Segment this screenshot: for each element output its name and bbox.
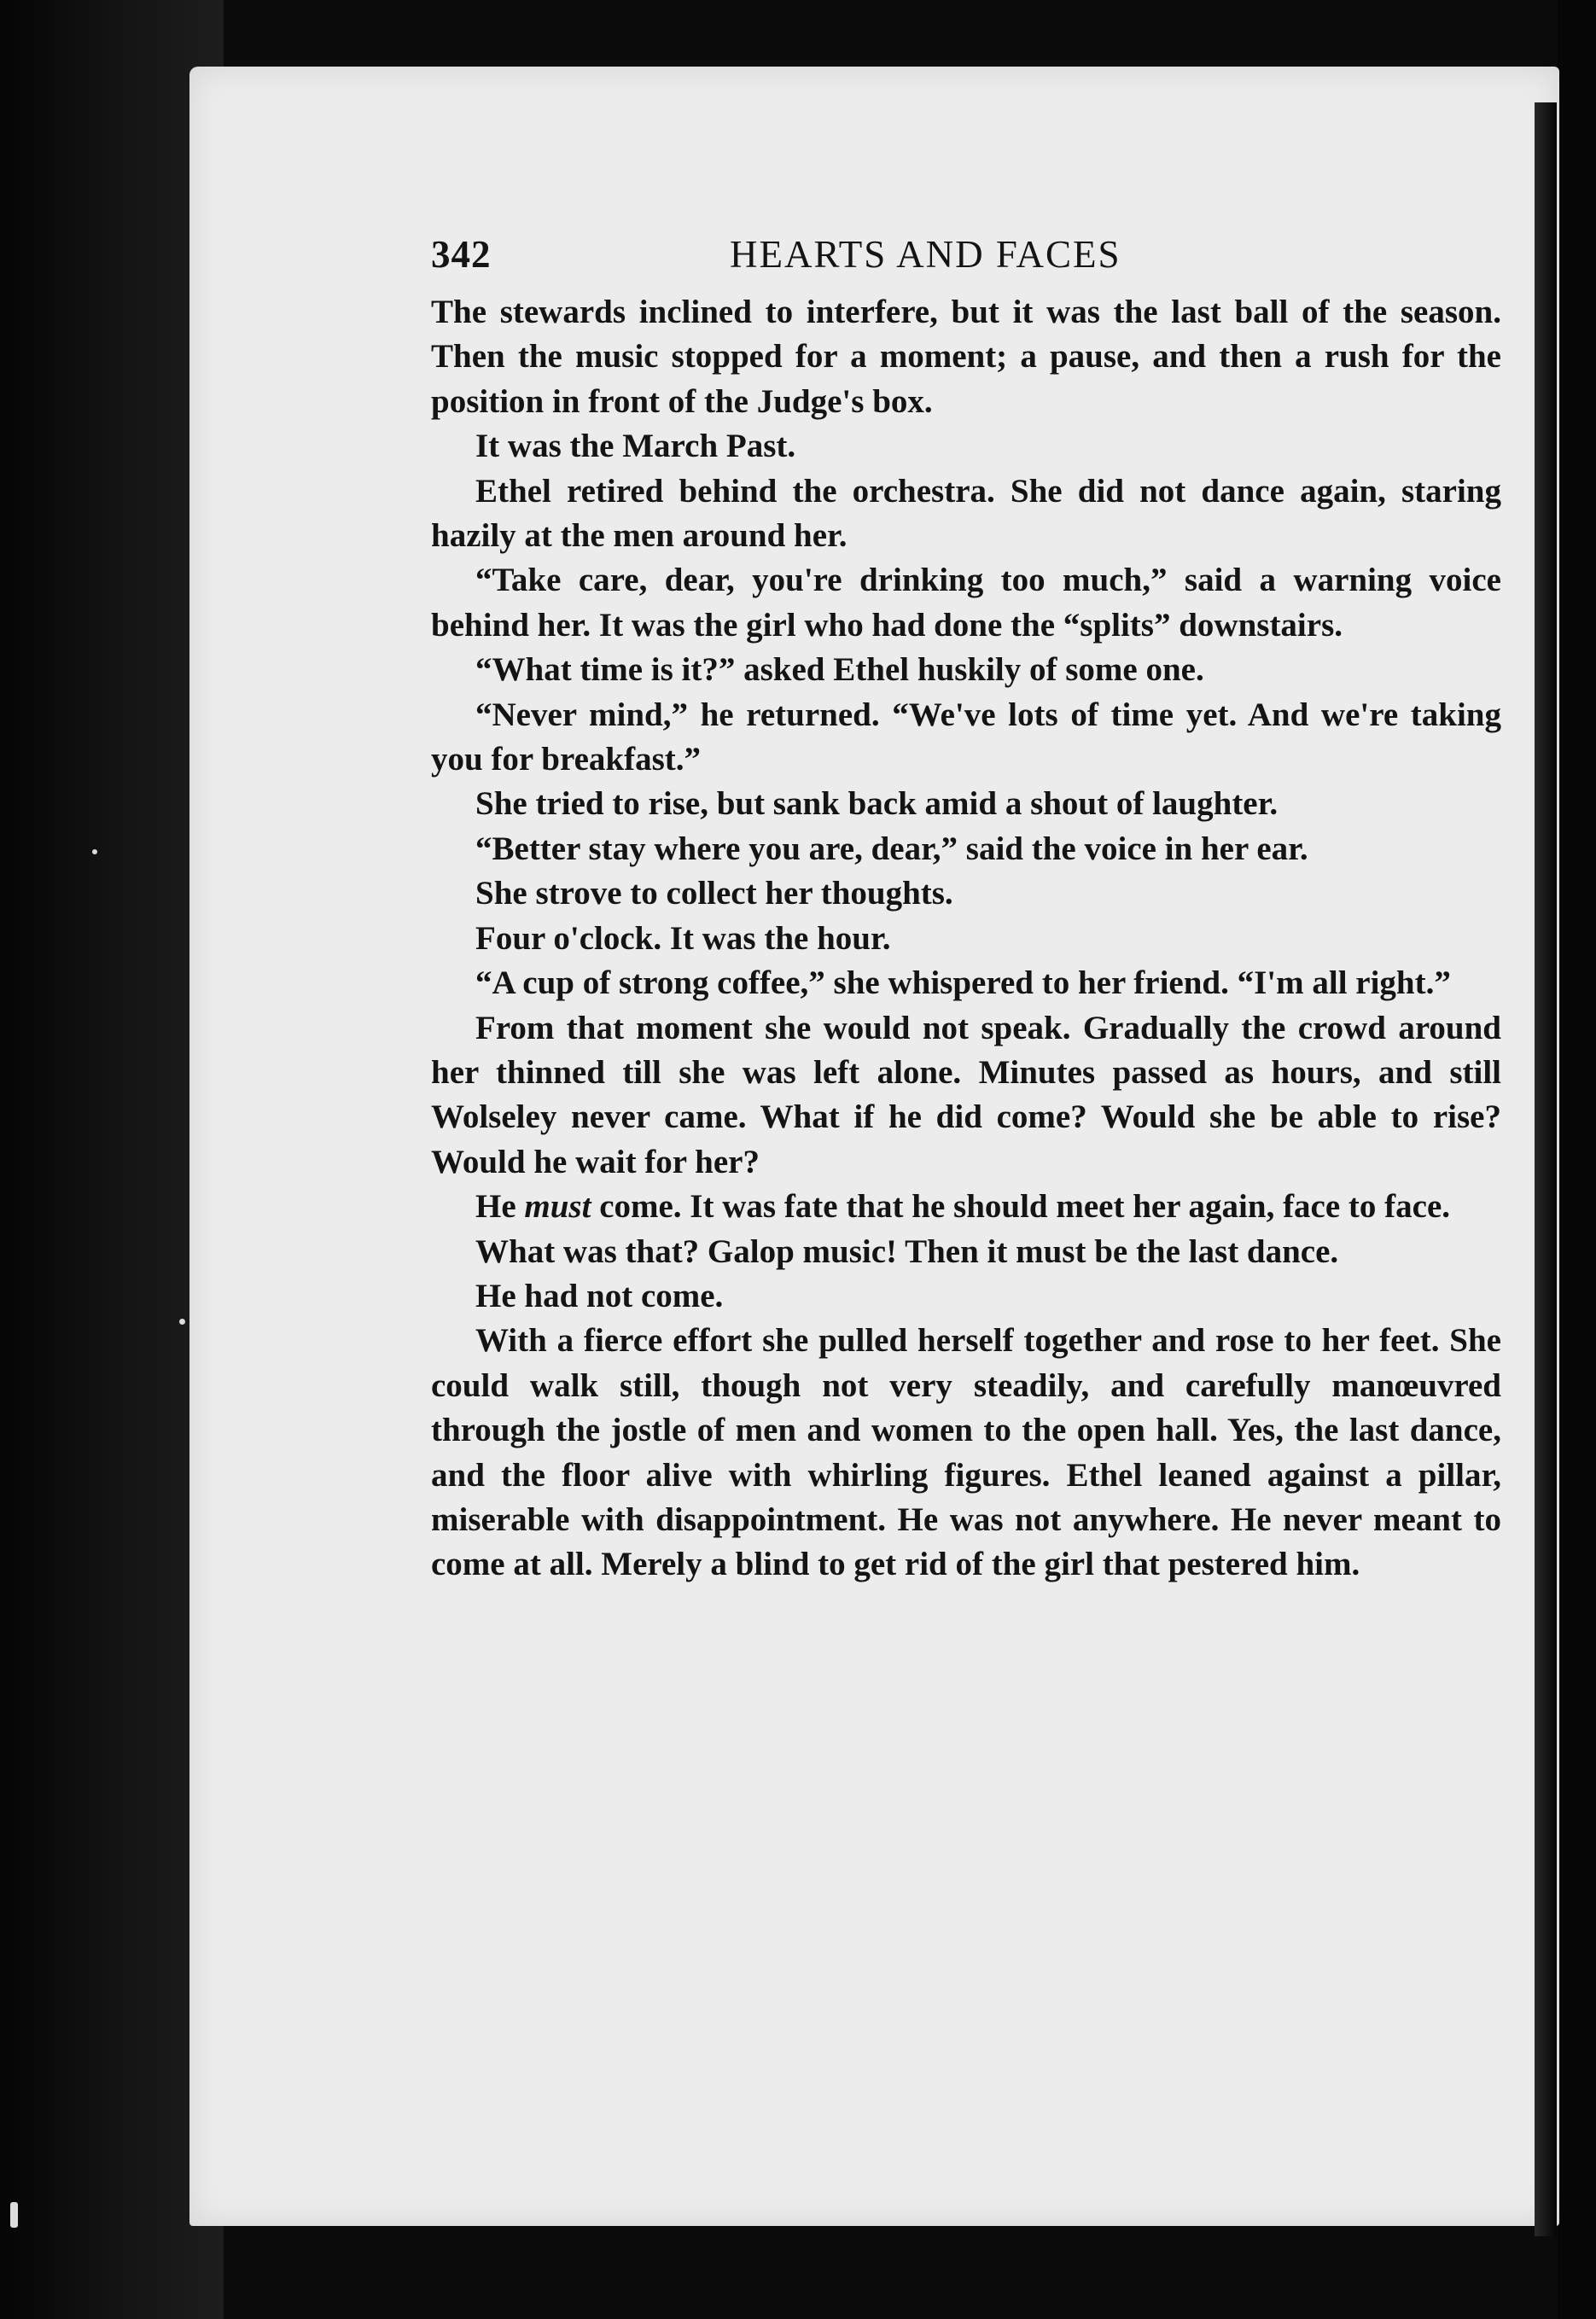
film-speck (179, 1319, 185, 1325)
paragraph: She tried to rise, but sank back amid a shout of laughter. (475, 785, 1279, 823)
paragraph: He had not come. (475, 1277, 724, 1314)
paragraph: It was the March Past. (475, 428, 796, 465)
paragraph: “A cup of strong coffee,” she whispered to her friend. “I'm all right.” (475, 964, 1451, 1002)
page-edge-shadow (1535, 102, 1557, 2236)
paragraph: She strove to collect her thoughts. (475, 875, 953, 912)
page-text (431, 225, 1501, 1588)
paragraph: “What time is it?” asked Ethel huskily of some one. (475, 651, 1204, 689)
text-run: He (475, 1188, 525, 1226)
paragraph: “Take care, dear, you're drinking too much,” said a warning voice behind her. It was the girl who had done the “splits” downstairs. (431, 562, 1501, 644)
paragraph: “Never mind,” he returned. “We've lots of time yet. And we're taking you for breakfast.” (431, 696, 1501, 778)
emphasis-word: must (524, 1188, 591, 1226)
film-speck (92, 849, 97, 854)
paragraph: “Better stay where you are, dear,” said the voice in her ear. (475, 830, 1308, 867)
text-run: come. It was fate that he should meet her again, face to face. (591, 1188, 1451, 1226)
page-number: 342 (431, 233, 492, 276)
paragraph: Ethel retired behind the orchestra. She did not dance again, staring hazily at the men around her. (431, 472, 1501, 555)
paragraph: The stewards inclined to interfere, but it was the last ball of the season. Then the music stopped for a moment; a pause, and then a rush for the position in front of the Judge's box. (431, 294, 1501, 420)
running-title: HEARTS AND FACES (730, 233, 1121, 276)
paragraph: With a fierce effort she pulled herself together and rose to her feet. She could walk still, though not very steadily, and carefully manœuvred through the jostle of men and women to the open hall. Yes, the last dance, and the floor alive with whirling figures. Ethel leaned against a pillar, miserable with disappointment. He was not anywhere. He never meant to come at all. Merely a blind to get rid of the girl that pestered him. (431, 1322, 1501, 1583)
paragraph: From that moment she would not speak. Gradually the crowd around her thinned till she was left alone. Minutes passed as hours, and still Wolseley never came. What if he did come? Would she be able to rise? Would he wait for her? (431, 1009, 1501, 1180)
paragraph (431, 1185, 1501, 1229)
running-head (431, 225, 1501, 290)
body-text (431, 290, 1501, 1588)
film-speck (10, 2202, 18, 2228)
paragraph: Four o'clock. It was the hour. (475, 919, 891, 957)
paragraph: What was that? Galop music! Then it must be the last dance. (475, 1232, 1339, 1270)
right-film-edge (1558, 0, 1596, 2319)
